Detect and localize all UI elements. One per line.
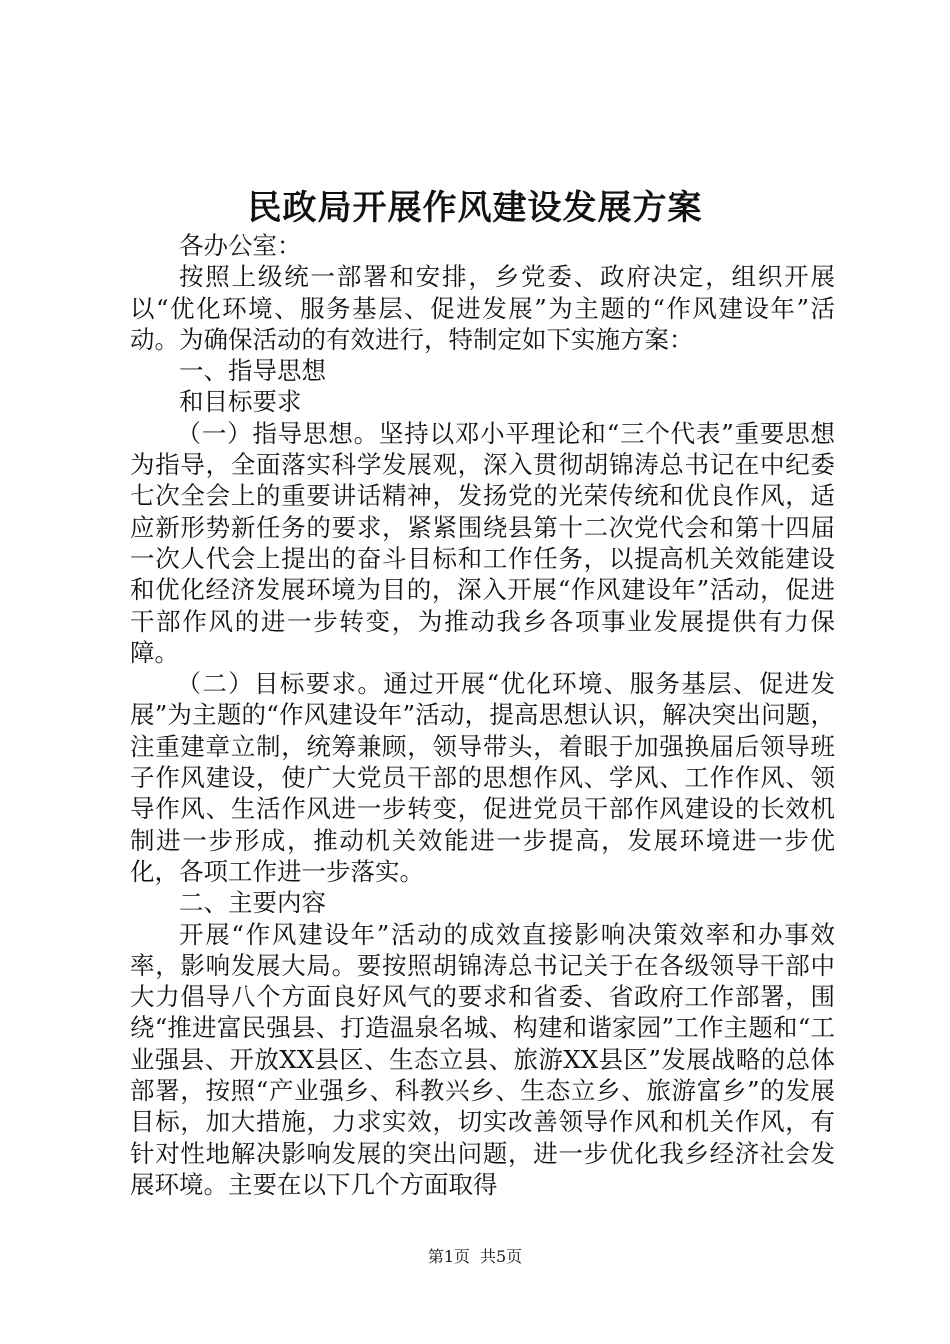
page-number: 第1页 xyxy=(427,1247,470,1266)
document-title: 民政局开展作风建设发展方案 xyxy=(247,188,703,228)
paragraph-main-content: 开展“作风建设年”活动的成效直接影响决策效率和办事效率，影响发展大局。要按照胡锦涛总书记关于在各级领导干部中大力倡导八个方面良好风气的要求和省委、省政府工作部署，围绕“推进富民强县、打造温泉名城、构建和谐家园”工作主题和“工业强县、开放XX县区、生态立县、旅游XX县区”发展战略的总体部署，按照“产业强乡、科教兴乡、生态立乡、旅游富乡”的发展目标，加大措施，力求实效，切实改善领导作风和机关作风，有针对性地解决影响发展的突出问题，进一步优化我乡经济社会发展环境。主要在以下几个方面取得 xyxy=(130,919,835,1199)
section-heading-1-continued: 和目标要求 xyxy=(179,387,302,417)
document-body xyxy=(130,230,835,1200)
intro-paragraph: 按照上级统一部署和安排，乡党委、政府决定，组织开展以“优化环境、服务基层、促进发展”为主题的“作风建设年”活动。为确保活动的有效进行，特制定如下实施方案： xyxy=(130,262,835,354)
paragraph-guiding-ideology: （一）指导思想。坚持以邓小平理论和“三个代表”重要思想为指导，全面落实科学发展观，深入贯彻胡锦涛总书记在中纪委七次全会上的重要讲话精神，发扬党的光荣传统和优良作风，适应新形势新任务的要求，紧紧围绕县第十二次党代会和第十四届一次人代会上提出的奋斗目标和工作任务，以提高机关效能建设和优化经济发展环境为目的，深入开展“作风建设年”活动，促进干部作风的进一步转变，为推动我乡各项事业发展提供有力保障。 xyxy=(130,418,835,667)
page-total: 共5页 xyxy=(480,1247,523,1266)
paragraph-goals: （二）目标要求。通过开展“优化环境、服务基层、促进发展”为主题的“作风建设年”活动，提高思想认识，解决突出问题，注重建章立制，统筹兼顾，领导带头，着眼于加强换届后领导班子作风建设，使广大党员干部的思想作风、学风、工作作风、领导作风、生活作风进一步转变，促进党员干部作风建设的长效机制进一步形成，推动机关效能进一步提高，发展环境进一步优化，各项工作进一步落实。 xyxy=(130,669,835,886)
salutation: 各办公室： xyxy=(179,231,302,260)
section-heading-1: 一、指导思想 xyxy=(179,356,326,386)
section-heading-2: 二、主要内容 xyxy=(179,888,326,918)
page-footer xyxy=(0,1247,950,1267)
